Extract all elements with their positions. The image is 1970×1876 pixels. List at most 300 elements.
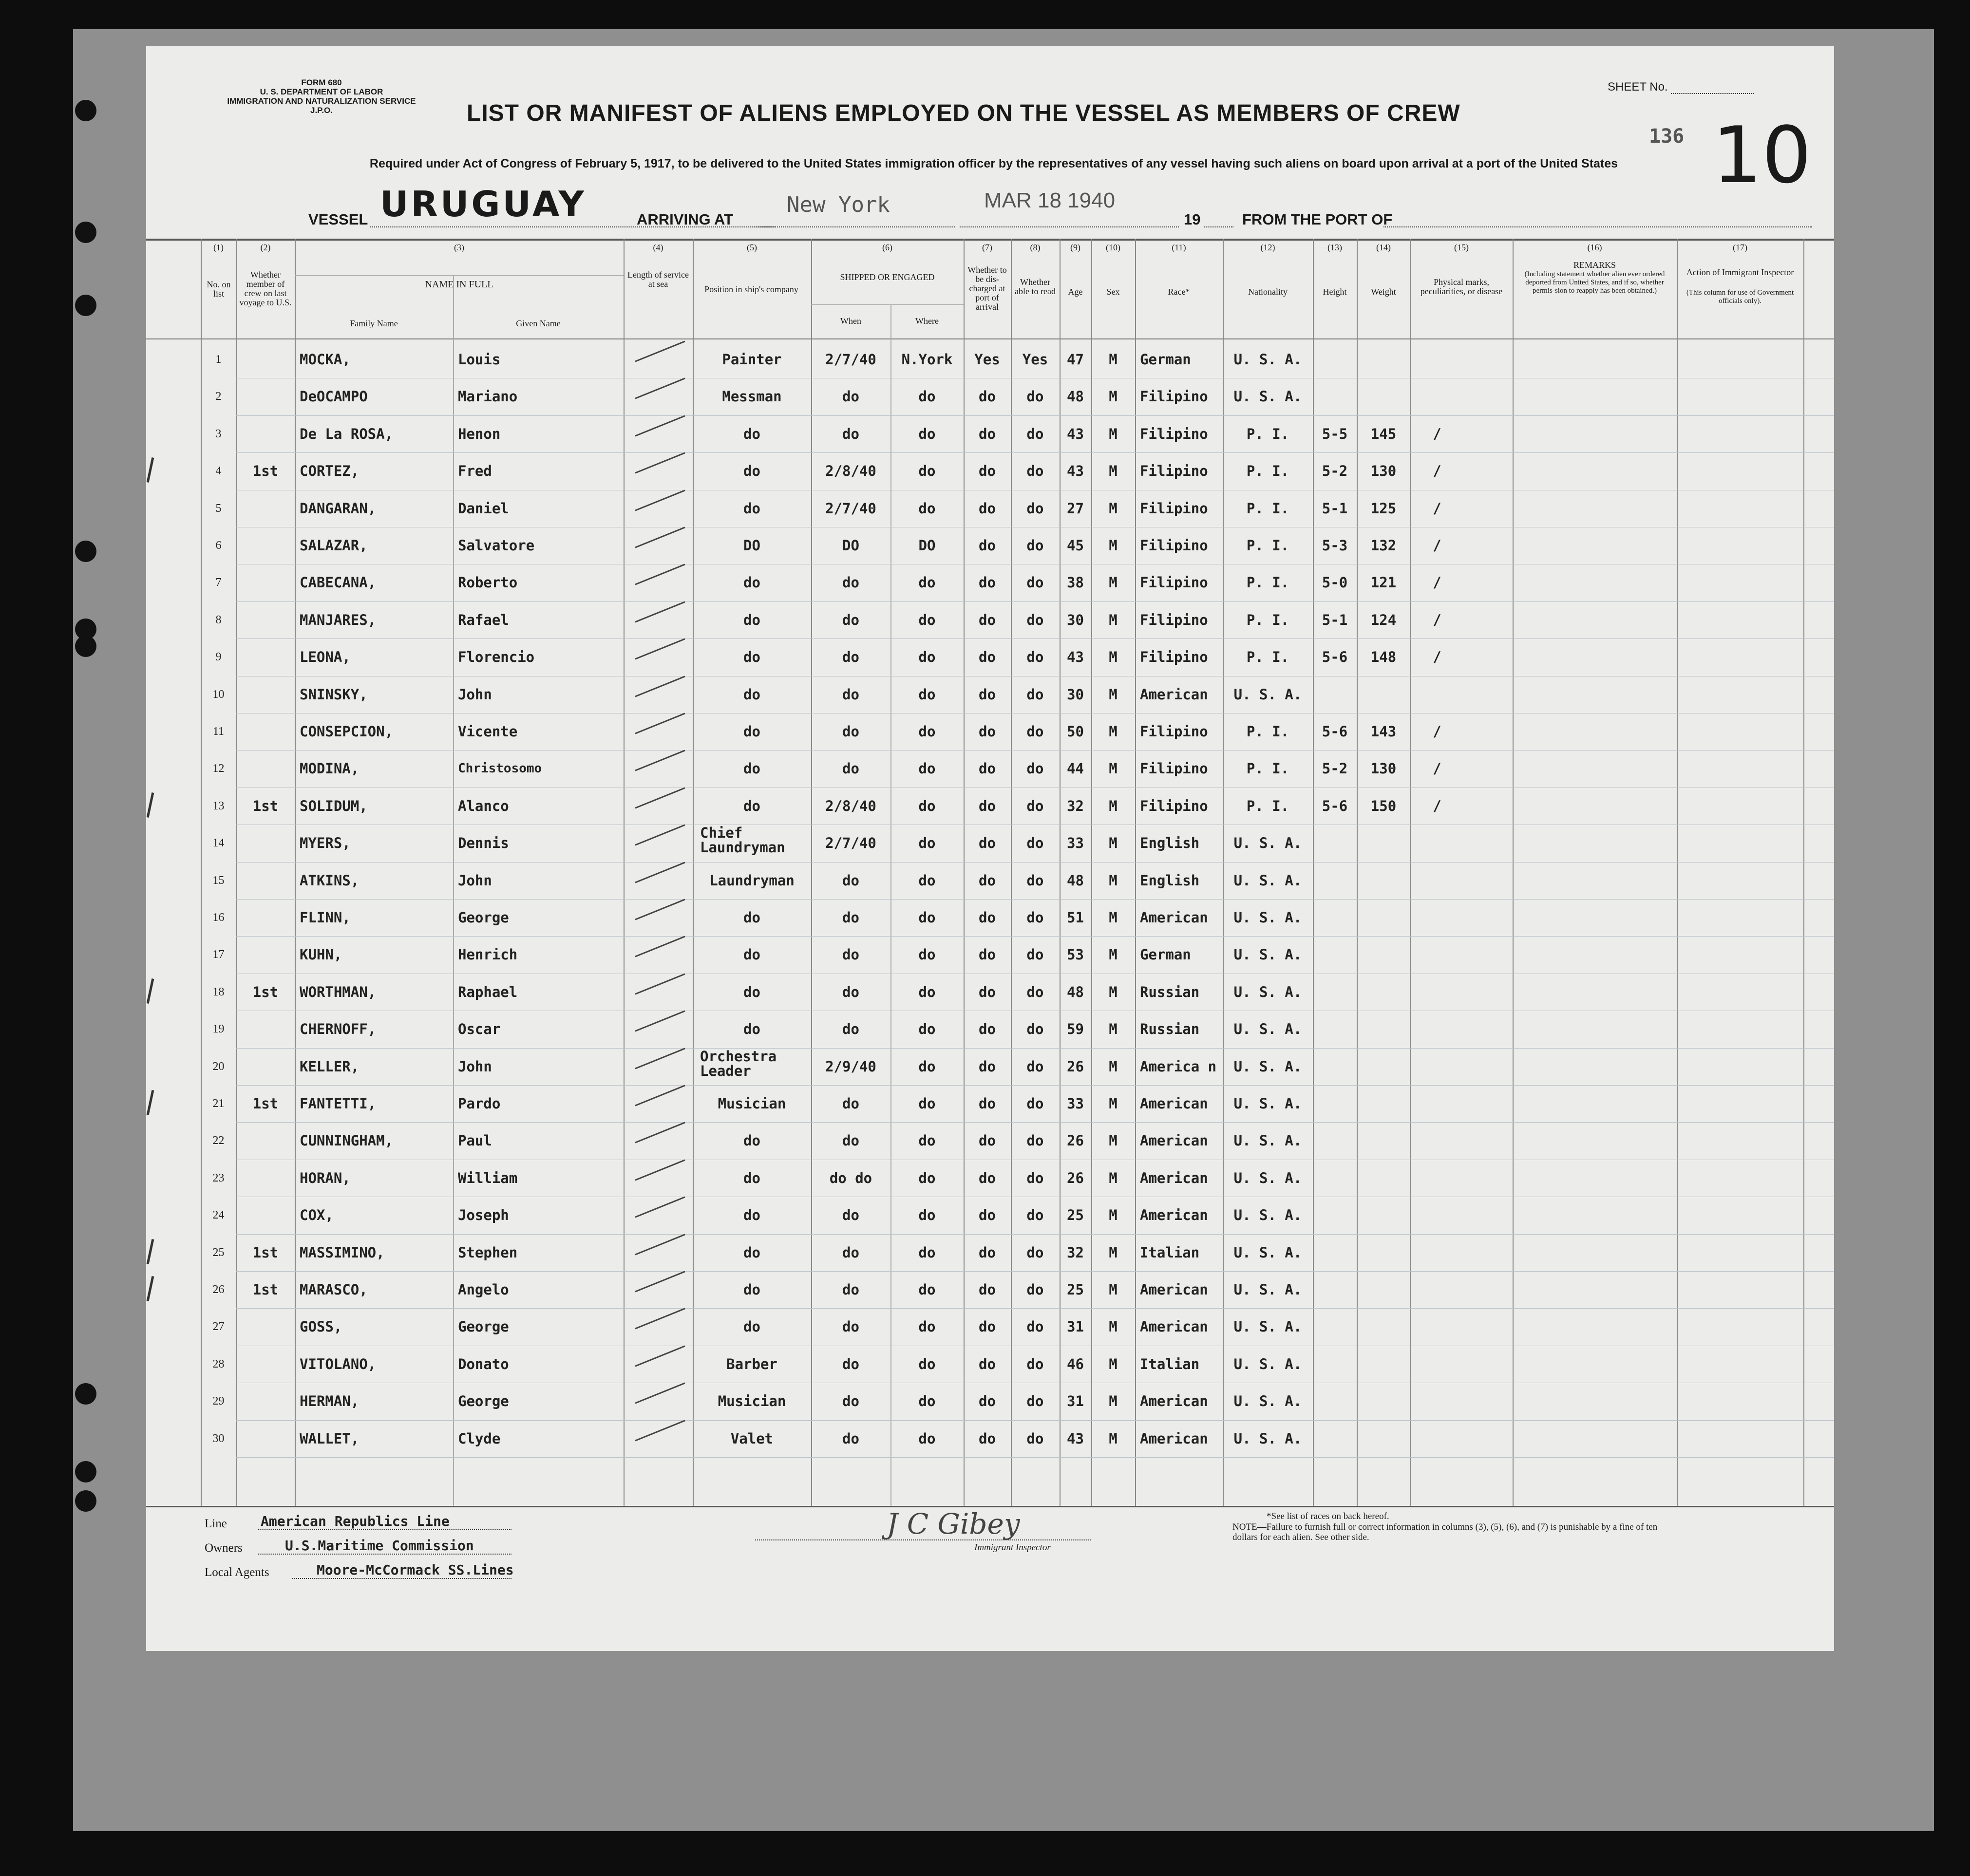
age-cell: 30 [1067, 611, 1084, 628]
discharged-cell: do [979, 835, 996, 852]
height-cell: 5-6 [1322, 723, 1348, 740]
row-number: 19 [212, 1023, 225, 1036]
service-pen-stroke [635, 489, 685, 511]
age-cell: 43 [1067, 649, 1084, 666]
age-cell: 31 [1067, 1393, 1084, 1410]
shipped-when-cell: do [842, 1021, 859, 1038]
shipped-when-cell: do [842, 574, 859, 591]
height-cell [1313, 936, 1357, 973]
prior-voyage-cell [236, 899, 295, 936]
able-to-read-cell: do [1026, 649, 1044, 666]
position-cell: Musician [718, 1095, 786, 1112]
discharged-cell: do [979, 797, 996, 814]
inspector-label: Immigrant Inspector [974, 1542, 1051, 1553]
discharged-cell: do [979, 649, 996, 666]
from-port-label: FROM THE PORT OF [1242, 211, 1393, 228]
physical-marks-cell [1410, 1346, 1464, 1383]
height-cell [1313, 825, 1357, 862]
service-pen-stroke [635, 675, 685, 697]
table-row [146, 1308, 1834, 1345]
shipped-where-cell: do [918, 1393, 936, 1410]
physical-marks-cell [1410, 825, 1464, 862]
shipped-when-cell: 2/7/40 [825, 351, 876, 368]
family-name-cell: MANJARES, [300, 611, 377, 628]
shipped-when-cell: do [842, 1393, 859, 1410]
race-cell: Filipino [1140, 797, 1208, 814]
shipped-where-cell: do [918, 611, 936, 628]
position-cell: do [743, 1244, 760, 1261]
family-name-cell: WALLET, [300, 1430, 360, 1447]
shipped-where-cell: N.York [901, 351, 953, 368]
given-name-cell: Daniel [458, 500, 509, 517]
sex-cell: M [1109, 649, 1118, 666]
able-to-read-cell: do [1026, 1095, 1044, 1112]
nationality-cell: P. I. [1246, 611, 1289, 628]
table-row [146, 788, 1834, 825]
sex-cell: M [1109, 1132, 1118, 1149]
height-cell: 5-0 [1322, 574, 1348, 591]
race-cell: German [1140, 351, 1191, 368]
height-cell [1313, 341, 1357, 378]
prior-voyage-cell: 1st [252, 1095, 279, 1112]
height-cell [1313, 1420, 1357, 1457]
nationality-cell: U. S. A. [1233, 1132, 1302, 1149]
age-cell: 53 [1067, 946, 1084, 963]
position-cell: do [743, 760, 760, 777]
nationality-cell: P. I. [1246, 723, 1289, 740]
shipped-when-cell: 2/8/40 [825, 797, 876, 814]
nationality-cell: U. S. A. [1233, 1244, 1302, 1261]
given-name-cell: Salvatore [458, 537, 535, 554]
able-to-read-cell: do [1026, 500, 1044, 517]
weight-cell: 148 [1370, 649, 1397, 666]
weight-cell [1357, 899, 1410, 936]
header-race: Race* [1168, 287, 1190, 297]
shipped-where-cell: do [918, 500, 936, 517]
discharged-cell: do [979, 574, 996, 591]
service-pen-stroke [635, 341, 685, 362]
nationality-cell: U. S. A. [1233, 1095, 1302, 1112]
shipped-when-cell: do [842, 760, 859, 777]
row-number: 26 [212, 1283, 225, 1296]
position-cell: do [743, 1132, 760, 1149]
weight-cell [1357, 1197, 1410, 1234]
shipped-where-cell: do [918, 388, 936, 405]
age-cell: 47 [1067, 351, 1084, 368]
family-name-cell: CABECANA, [300, 574, 377, 591]
age-cell: 31 [1067, 1318, 1084, 1335]
discharged-cell: do [979, 1132, 996, 1149]
discharged-cell: do [979, 1244, 996, 1261]
service-pen-stroke [635, 1345, 685, 1367]
table-row [146, 1160, 1834, 1197]
service-pen-stroke [635, 750, 685, 771]
weight-cell: 143 [1370, 723, 1397, 740]
nationality-cell: U. S. A. [1233, 1058, 1302, 1075]
given-name-cell: George [458, 1318, 509, 1335]
given-name-cell: John [458, 872, 492, 889]
discharged-cell: do [979, 1058, 996, 1075]
given-name-cell: George [458, 1393, 509, 1410]
column-number: (14) [1376, 243, 1391, 252]
header-name-in-full: NAME IN FULL [425, 279, 493, 290]
punch-hole [75, 222, 96, 243]
height-cell [1313, 1234, 1357, 1271]
discharged-cell: do [979, 611, 996, 628]
able-to-read-cell: do [1026, 946, 1044, 963]
row-number: 18 [212, 985, 225, 998]
row-number: 22 [212, 1134, 225, 1147]
race-cell: American [1140, 1207, 1208, 1224]
nationality-cell: P. I. [1246, 574, 1289, 591]
given-name-cell: William [458, 1169, 518, 1186]
shipped-where-cell: do [918, 835, 936, 852]
service-pen-stroke [635, 601, 685, 622]
height-cell [1313, 1383, 1357, 1420]
discharged-cell: do [979, 1355, 996, 1372]
height-cell [1313, 899, 1357, 936]
nationality-cell: U. S. A. [1233, 1355, 1302, 1372]
line-value: American Republics Line [261, 1513, 450, 1529]
weight-cell: 124 [1370, 611, 1397, 628]
form-number: FORM 680 [301, 78, 342, 87]
height-cell [1313, 1122, 1357, 1159]
sex-cell: M [1109, 909, 1118, 926]
age-cell: 44 [1067, 760, 1084, 777]
prior-voyage-cell [236, 862, 295, 899]
weight-cell [1357, 974, 1410, 1011]
weight-cell [1357, 1271, 1410, 1308]
shipped-where-cell: do [918, 1132, 936, 1149]
race-cell: Italian [1140, 1244, 1200, 1261]
race-cell: German [1140, 946, 1191, 963]
column-number: (6) [882, 243, 892, 252]
row-number: 9 [215, 651, 222, 664]
row-number: 6 [215, 539, 222, 552]
position-cell: do [743, 946, 760, 963]
height-cell: 5-2 [1322, 463, 1348, 480]
row-number: 11 [212, 725, 225, 738]
table-row [146, 713, 1834, 750]
row-number: 21 [212, 1097, 225, 1110]
given-name-cell: Pardo [458, 1095, 501, 1112]
discharged-cell: do [979, 537, 996, 554]
column-number: (4) [653, 243, 663, 252]
race-cell: American [1140, 1169, 1208, 1186]
given-name-cell: Joseph [458, 1207, 509, 1224]
date-stamp: MAR 18 1940 [984, 188, 1116, 212]
position-cell: Valet [730, 1430, 774, 1447]
race-cell: Filipino [1140, 388, 1208, 405]
shipped-where-cell: do [918, 946, 936, 963]
row-number: 23 [212, 1171, 225, 1184]
able-to-read-cell: do [1026, 1430, 1044, 1447]
nationality-cell: P. I. [1246, 797, 1289, 814]
able-to-read-cell: do [1026, 611, 1044, 628]
check-tick-mark [147, 792, 154, 818]
sex-cell: M [1109, 983, 1118, 1000]
sex-cell: M [1109, 463, 1118, 480]
table-row [146, 415, 1834, 452]
prior-voyage-cell [236, 1011, 295, 1048]
height-cell [1313, 378, 1357, 415]
column-number: (9) [1070, 243, 1080, 252]
given-name-cell: Vicente [458, 723, 518, 740]
age-cell: 26 [1067, 1132, 1084, 1149]
row-number: 15 [212, 874, 225, 887]
height-cell [1313, 1011, 1357, 1048]
owners-value: U.S.Maritime Commission [285, 1538, 474, 1554]
shipped-when-cell: do [842, 1095, 859, 1112]
family-name-cell: FANTETTI, [300, 1095, 377, 1112]
discharged-cell: do [979, 1430, 996, 1447]
family-name-cell: HERMAN, [300, 1393, 360, 1410]
service-pen-stroke [635, 638, 685, 660]
race-cell: American [1140, 1430, 1208, 1447]
position-cell: do [743, 425, 760, 442]
weight-cell: 130 [1370, 760, 1397, 777]
header-when: When [840, 316, 861, 326]
race-cell: America n [1140, 1058, 1217, 1075]
punch-hole [75, 541, 96, 562]
header-length-service: Length of service at sea [627, 270, 689, 289]
service-pen-stroke [635, 787, 685, 808]
physical-marks-cell [1410, 1122, 1464, 1159]
weight-cell [1357, 1420, 1410, 1457]
race-cell: Filipino [1140, 760, 1208, 777]
header-remarks-note: (Including statement whether alien ever ordered deported from United States, and if so, whether permis-sion to reapply has been obtained.) [1524, 270, 1665, 295]
weight-cell [1357, 1085, 1410, 1122]
punch-hole [75, 295, 96, 316]
given-name-cell: Paul [458, 1132, 492, 1149]
row-number: 20 [212, 1060, 225, 1073]
height-cell [1313, 1085, 1357, 1122]
physical-marks-cell [1410, 1160, 1464, 1197]
physical-marks-cell: / [1433, 760, 1441, 777]
physical-marks-cell [1410, 899, 1464, 936]
header-physical-marks: Physical marks, peculiarities, or disease [1420, 277, 1503, 296]
given-name-cell: Alanco [458, 797, 509, 814]
row-number: 14 [212, 837, 225, 850]
prior-voyage-cell [236, 378, 295, 415]
header-nationality: Nationality [1248, 287, 1288, 297]
family-name-cell: DeOCAMPO [300, 388, 368, 405]
nationality-cell: U. S. A. [1233, 1318, 1302, 1335]
height-cell [1313, 862, 1357, 899]
column-number: (13) [1327, 243, 1342, 252]
age-cell: 25 [1067, 1281, 1084, 1298]
table-row [146, 1420, 1834, 1457]
table-row [146, 676, 1834, 713]
service-name: IMMIGRATION AND NATURALIZATION SERVICE [227, 96, 416, 106]
vessel-label: VESSEL [308, 211, 368, 228]
age-cell: 38 [1067, 574, 1084, 591]
header-shipped: SHIPPED OR ENGAGED [840, 272, 935, 282]
position-cell: do [743, 500, 760, 517]
manifest-sheet [146, 46, 1834, 1651]
service-pen-stroke [635, 564, 685, 585]
column-number: (12) [1260, 243, 1275, 252]
given-name-cell: Donato [458, 1355, 509, 1372]
table-row [146, 378, 1834, 415]
table-row [146, 825, 1834, 862]
shipped-where-cell: do [918, 1207, 936, 1224]
nationality-cell: U. S. A. [1233, 946, 1302, 963]
nationality-cell: U. S. A. [1233, 686, 1302, 703]
position-cell: Orchestra Leader [700, 1048, 777, 1079]
nationality-cell: P. I. [1246, 463, 1289, 480]
header-where: Where [915, 316, 939, 326]
sex-cell: M [1109, 611, 1118, 628]
row-number: 2 [215, 390, 222, 403]
physical-marks-cell [1410, 1308, 1464, 1345]
shipped-where-cell: do [918, 1095, 936, 1112]
family-name-cell: MOCKA, [300, 351, 351, 368]
sex-cell: M [1109, 1281, 1118, 1298]
sex-cell: M [1109, 760, 1118, 777]
discharged-cell: do [979, 909, 996, 926]
able-to-read-cell: do [1026, 1058, 1044, 1075]
row-number: 1 [215, 353, 222, 366]
race-cell: American [1140, 1281, 1208, 1298]
shipped-where-cell: do [918, 425, 936, 442]
able-to-read-cell: do [1026, 909, 1044, 926]
penalty-note: NOTE—Failure to furnish full or correct information in columns (3), (5), (6), and (7) is punishable by a fine of ten dollars for each alien. See other side. [1232, 1522, 1658, 1542]
physical-marks-cell: / [1433, 537, 1441, 554]
shipped-when-cell: 2/7/40 [825, 500, 876, 517]
handwritten-page-number: 10 [1712, 110, 1812, 201]
weight-cell [1357, 1308, 1410, 1345]
service-pen-stroke [635, 1122, 685, 1144]
height-cell [1313, 1160, 1357, 1197]
sex-cell: M [1109, 574, 1118, 591]
service-pen-stroke [635, 1383, 685, 1404]
physical-marks-cell: / [1433, 723, 1441, 740]
prior-voyage-cell [236, 1160, 295, 1197]
prior-voyage-cell [236, 527, 295, 564]
prior-voyage-cell [236, 341, 295, 378]
table-row [146, 862, 1834, 899]
punch-hole [75, 636, 96, 657]
table-row [146, 341, 1834, 378]
nationality-cell: P. I. [1246, 537, 1289, 554]
header-remarks: REMARKS [1573, 260, 1616, 270]
position-cell: do [743, 1169, 760, 1186]
position-cell: Barber [726, 1355, 777, 1372]
physical-marks-cell [1410, 341, 1464, 378]
weight-cell [1357, 1346, 1410, 1383]
column-number: (16) [1587, 243, 1602, 252]
sex-cell: M [1109, 1393, 1118, 1410]
weight-cell [1357, 341, 1410, 378]
age-cell: 48 [1067, 388, 1084, 405]
header-action-note: (This column for use of Government officials only). [1686, 289, 1794, 305]
age-cell: 26 [1067, 1169, 1084, 1186]
shipped-where-cell: do [918, 760, 936, 777]
family-name-cell: LEONA, [300, 649, 351, 666]
physical-marks-cell: / [1433, 649, 1441, 666]
physical-marks-cell [1410, 378, 1464, 415]
race-cell: English [1140, 872, 1200, 889]
shipped-when-cell: do [842, 723, 859, 740]
family-name-cell: MODINA, [300, 760, 360, 777]
family-name-cell: HORAN, [300, 1169, 351, 1186]
sex-cell: M [1109, 723, 1118, 740]
height-cell [1313, 1346, 1357, 1383]
sex-cell: M [1109, 1207, 1118, 1224]
age-cell: 33 [1067, 1095, 1084, 1112]
physical-marks-cell [1410, 1234, 1464, 1271]
family-name-cell: SALAZAR, [300, 537, 368, 554]
able-to-read-cell: do [1026, 1169, 1044, 1186]
position-cell: do [743, 983, 760, 1000]
table-row [146, 490, 1834, 527]
position-cell: do [743, 463, 760, 480]
age-cell: 59 [1067, 1021, 1084, 1038]
discharged-cell: do [979, 1281, 996, 1298]
nationality-cell: P. I. [1246, 760, 1289, 777]
age-cell: 32 [1067, 797, 1084, 814]
given-name-cell: Mariano [458, 388, 518, 405]
family-name-cell: MASSIMINO, [300, 1244, 385, 1261]
shipped-where-cell: DO [918, 537, 936, 554]
given-name-cell: Clyde [458, 1430, 501, 1447]
weight-cell: 130 [1370, 463, 1397, 480]
position-cell: Laundryman [709, 872, 795, 889]
shipped-where-cell: do [918, 909, 936, 926]
discharged-cell: do [979, 686, 996, 703]
arriving-port: New York [787, 192, 890, 217]
able-to-read-cell: do [1026, 425, 1044, 442]
shipped-where-cell: do [918, 1244, 936, 1261]
prior-voyage-cell [236, 490, 295, 527]
age-cell: 50 [1067, 723, 1084, 740]
nationality-cell: U. S. A. [1233, 1207, 1302, 1224]
position-cell: do [743, 1318, 760, 1335]
given-name-cell: Stephen [458, 1244, 518, 1261]
service-pen-stroke [635, 825, 685, 846]
given-name-cell: John [458, 686, 492, 703]
given-name-cell: Dennis [458, 835, 509, 852]
check-tick-mark [147, 1239, 154, 1264]
given-name-cell: Roberto [458, 574, 518, 591]
able-to-read-cell: Yes [1022, 351, 1048, 368]
age-cell: 43 [1067, 425, 1084, 442]
shipped-where-cell: do [918, 1355, 936, 1372]
discharged-cell: do [979, 388, 996, 405]
prior-voyage-cell [236, 1420, 295, 1457]
table-row [146, 1346, 1834, 1383]
race-cell: Filipino [1140, 574, 1208, 591]
race-cell: Filipino [1140, 425, 1208, 442]
table-row [146, 638, 1834, 675]
family-name-cell: De La ROSA, [300, 425, 394, 442]
prior-voyage-cell [236, 638, 295, 675]
check-tick-mark [147, 457, 154, 483]
header-height: Height [1323, 287, 1347, 297]
header-family-name: Family Name [350, 319, 398, 328]
row-number: 16 [212, 911, 225, 924]
form-title: LIST OR MANIFEST OF ALIENS EMPLOYED ON THE VESSEL AS MEMBERS OF CREW [467, 100, 1460, 126]
able-to-read-cell: do [1026, 463, 1044, 480]
nationality-cell: U. S. A. [1233, 1430, 1302, 1447]
row-number: 27 [212, 1320, 225, 1333]
family-name-cell: CUNNINGHAM, [300, 1132, 394, 1149]
row-number: 10 [212, 688, 225, 701]
physical-marks-cell [1410, 974, 1464, 1011]
able-to-read-cell: do [1026, 1393, 1044, 1410]
table-row [146, 1234, 1834, 1271]
